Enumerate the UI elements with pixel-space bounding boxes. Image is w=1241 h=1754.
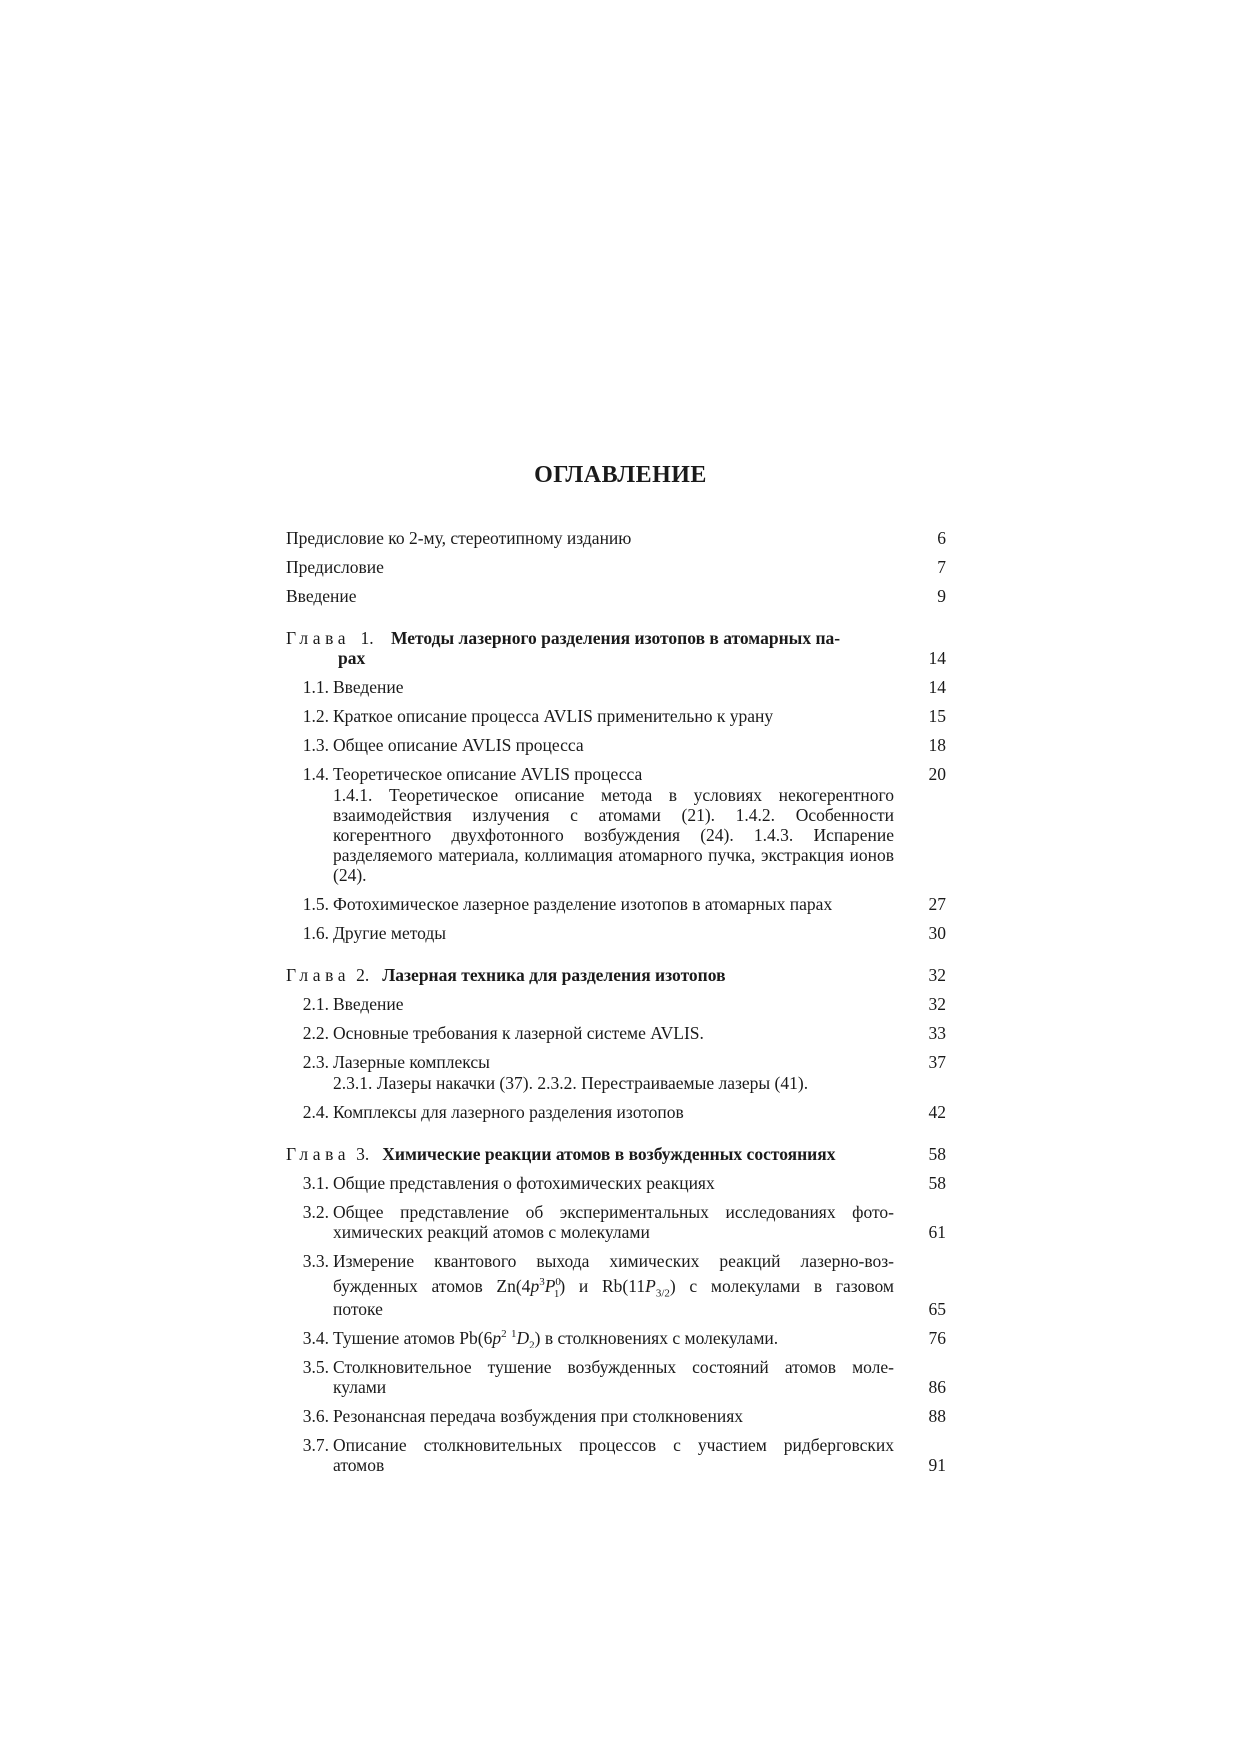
entry-text: Предисловие ко 2-му, стереотипному изданию . . .	[286, 528, 894, 548]
page-number: 42	[928, 1102, 946, 1122]
page-number: 65	[928, 1299, 946, 1319]
subsection-list-2-3: 2.3.1. Лазеры накачки (37). 2.3.2. Перестраиваемые лазеры (41).	[333, 1073, 809, 1093]
page-number: 20	[928, 764, 946, 784]
toc-section-2-2[interactable]	[286, 1023, 946, 1043]
chapter-number: 1.	[360, 628, 374, 648]
toc-section-1-5[interactable]	[286, 894, 946, 914]
entry-text: Введение . . .	[286, 586, 894, 606]
toc-chapter-3[interactable]	[286, 1144, 946, 1164]
section-text: Основные требования к лазерной системе AVLIS. . . .	[333, 1023, 894, 1043]
page-number: 32	[928, 994, 946, 1014]
section-text-continued: химических реакций атомов с молекулами . . .	[333, 1222, 894, 1242]
section-number: 2.3.	[302, 1052, 329, 1072]
section-text: Описание столкновительных процессов с участием ридберговских	[333, 1435, 894, 1455]
section-text: Общие представления о фотохимических реакциях . . .	[333, 1173, 894, 1193]
page-number: 91	[928, 1455, 946, 1475]
section-text-continued: потоке . . .	[333, 1299, 894, 1319]
section-text: Тушение атомов $Pb(6p^2$ $^1D_2$) в столкновениях с молекулами. . . .	[333, 1328, 894, 1348]
section-text: Резонансная передача возбуждения при столкновениях . . .	[333, 1406, 894, 1426]
page-number: 27	[928, 894, 946, 914]
section-number: 3.4.	[302, 1328, 329, 1348]
section-number: 1.2.	[302, 706, 329, 726]
page-number: 14	[928, 648, 946, 668]
section-text: Введение . . .	[333, 677, 894, 697]
section-text-continued: кулами . . .	[333, 1377, 894, 1397]
page-number: 86	[928, 1377, 946, 1397]
chapter-title: Химические реакции атомов в возбужденных состояниях	[382, 1144, 836, 1164]
page-title: ОГЛАВЛЕНИЕ	[534, 462, 707, 488]
page-number: 61	[928, 1222, 946, 1242]
page-number: 7	[937, 557, 946, 577]
chapter-title: Лазерная техника для разделения изотопов	[382, 965, 726, 985]
chapter-label: Глава	[286, 628, 351, 648]
section-text: Общее описание AVLIS процесса . . .	[333, 735, 894, 755]
toc-section-1-3[interactable]	[286, 735, 946, 755]
section-number: 1.5.	[302, 894, 329, 914]
section-text: Теоретическое описание AVLIS процесса . . .	[333, 764, 894, 784]
entry-text: Предисловие . . .	[286, 557, 894, 577]
section-text-continued: атомов . . .	[333, 1455, 894, 1475]
table-of-contents	[286, 528, 946, 1484]
section-number: 3.7.	[302, 1435, 329, 1455]
page-number: 30	[928, 923, 946, 943]
toc-section-2-4[interactable]	[286, 1102, 946, 1122]
toc-chapter-1[interactable]	[286, 628, 946, 668]
toc-section-1-4[interactable]	[286, 764, 946, 784]
chapter-label: Глава	[286, 965, 351, 985]
page-number: 18	[928, 735, 946, 755]
toc-section-2-3[interactable]	[286, 1052, 946, 1072]
page-number: 15	[928, 706, 946, 726]
toc-section-1-2[interactable]	[286, 706, 946, 726]
toc-section-2-1[interactable]	[286, 994, 946, 1014]
section-text: Фотохимическое лазерное разделение изотопов в атомарных парах	[333, 894, 833, 914]
toc-section-1-1[interactable]	[286, 677, 946, 697]
toc-entry-introduction[interactable]	[286, 586, 946, 606]
section-text: Измерение квантового выхода химических реакций лазерно-воз-	[333, 1251, 894, 1271]
subsection-list-1-4: 1.4.1. Теоретическое описание метода в условиях некогерентного взаимодействия излучения с атомами (21). 1.4.2. Особенности когерентного двухфотонного возбуждения (24). 1.4.3. Испарение разделяемого материала, коллимация атомарного пучка, экстракция ионов (24).	[333, 785, 894, 885]
page-number: 32	[928, 965, 946, 985]
section-text: Введение . . .	[333, 994, 894, 1014]
toc-section-3-7[interactable]	[286, 1435, 946, 1475]
chapter-title-continued: рах . . .	[338, 648, 894, 668]
page-number: 88	[928, 1406, 946, 1426]
section-text: Другие методы . . .	[333, 923, 894, 943]
toc-section-3-6[interactable]	[286, 1406, 946, 1426]
toc-section-1-6[interactable]	[286, 923, 946, 943]
section-number: 1.3.	[302, 735, 329, 755]
chapter-number: 3.	[356, 1144, 370, 1164]
page-number: 6	[937, 528, 946, 548]
section-number: 2.1.	[302, 994, 329, 1014]
section-text: Лазерные комплексы . . .	[333, 1052, 894, 1072]
toc-entry-preface-2nd[interactable]	[286, 528, 946, 548]
section-number: 2.4.	[302, 1102, 329, 1122]
toc-section-3-3[interactable]	[286, 1251, 946, 1319]
section-text: Общее представление об экспериментальных исследованиях фото-	[333, 1202, 894, 1222]
section-number: 3.5.	[302, 1357, 329, 1377]
section-number: 2.2.	[302, 1023, 329, 1043]
page-number: 33	[928, 1023, 946, 1043]
page-number: 37	[928, 1052, 946, 1072]
section-number: 3.2.	[302, 1202, 329, 1222]
section-text: Краткое описание процесса AVLIS применительно к урану . . .	[333, 706, 894, 726]
toc-section-3-1[interactable]	[286, 1173, 946, 1193]
chapter-number: 2.	[356, 965, 370, 985]
section-number: 1.4.	[302, 764, 329, 784]
section-text: Столкновительное тушение возбужденных состояний атомов моле-	[333, 1357, 894, 1377]
section-text: Комплексы для лазерного разделения изотопов . . .	[333, 1102, 894, 1122]
section-number: 3.6.	[302, 1406, 329, 1426]
toc-entry-preface[interactable]	[286, 557, 946, 577]
chapter-label: Глава	[286, 1144, 351, 1164]
page-number: 14	[928, 677, 946, 697]
section-number: 3.1.	[302, 1173, 329, 1193]
section-number: 1.6.	[302, 923, 329, 943]
page-number: 76	[928, 1328, 946, 1348]
page-number: 58	[928, 1144, 946, 1164]
chapter-title: Методы лазерного разделения изотопов в атомарных па-	[390, 628, 841, 648]
section-number: 1.1.	[302, 677, 329, 697]
toc-chapter-2[interactable]	[286, 965, 946, 985]
toc-section-3-5[interactable]	[286, 1357, 946, 1397]
page-number: 9	[937, 586, 946, 606]
section-number: 3.3.	[302, 1251, 329, 1271]
page-number: 58	[928, 1173, 946, 1193]
toc-section-3-4[interactable]	[286, 1328, 946, 1348]
toc-section-3-2[interactable]	[286, 1202, 946, 1242]
section-text-formula-line: бужденных атомов $Zn(4p^3P^0_1)$ и $Rb(11P_{3/2})$ с молекулами в газовом	[333, 1276, 894, 1300]
